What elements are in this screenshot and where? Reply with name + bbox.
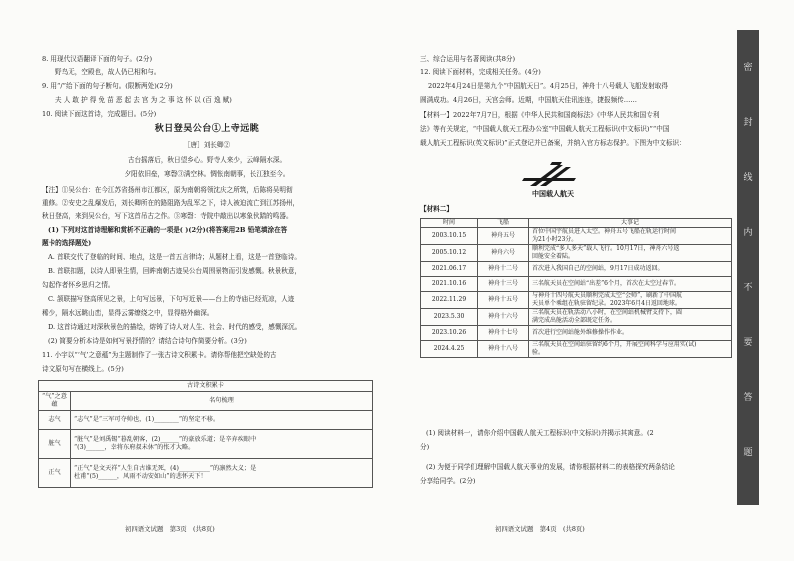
q12-1: (1) 阅读材料一，请你介绍中国载人航天工程标识(中文标识)并揭示其寓意。(2 — [426, 429, 654, 437]
row-event: 三名航天员在空间站“出差”6个月，首次在太空过春节。 — [529, 277, 732, 292]
q10-1b: 题卡的选择题处) — [42, 239, 92, 247]
left-page — [0, 0, 395, 561]
card-row-text: 杜甫“(5)______，风雨不动安如山”的悲怀天下！ — [74, 473, 207, 480]
card-head-col2: 名句梳理 — [71, 392, 373, 411]
row-event: 满完成出舱活动全部既定任务。 — [532, 317, 617, 324]
option-d: D. 这首诗通过对深秋景色的描绘，熔铸了诗人对人生、社会、时代的感受，感慨深沉。 — [48, 323, 302, 331]
right-page — [400, 0, 730, 561]
page-footer: 初四语文试题 第4页 (共8页) — [495, 525, 585, 533]
card-row-text: “正气”是文天祥“人生自古谁无死，(4)__________”的凛然大义；是 — [74, 465, 257, 472]
q11-text-cont: 诗文原句写在横线上。(5分) — [42, 365, 124, 373]
q10-2: (2) 简要分析本诗是如何写景抒情的？请结合诗句作简要分析。(3分) — [48, 337, 247, 345]
card-row — [39, 430, 373, 459]
table-row — [421, 309, 732, 326]
row-date: 2023.10.26 — [421, 326, 478, 341]
timeline-table — [420, 218, 732, 358]
note-line: 重修。②安史之乱爆发后，刘长卿所在的路阻路为乱军之下，诗人被迫流亡到江苏扬州， — [42, 199, 300, 207]
seal-char: 内 — [743, 228, 753, 238]
seal-char: 不 — [743, 283, 753, 293]
th-ship: 飞船 — [478, 219, 529, 228]
row-date: 2022.11.29 — [421, 292, 478, 309]
poem-line-2: 夕阳依旧垒，寒磬③满空林。惆怅南朝事，长江独至今。 — [124, 170, 290, 178]
seal-char: 密 — [743, 63, 753, 73]
card-head-col1: “气”之意蕴 — [39, 392, 71, 411]
logo-stroke — [550, 162, 562, 165]
option-b-cont: 勾起作者怀乡思归之情。 — [42, 281, 115, 289]
q12-text: 12. 阅读下面材料，完成相关任务。(4分) — [420, 68, 541, 76]
q8-text: 8. 用现代汉语翻译下面的句子。(2分) — [42, 55, 153, 63]
q12-2-cont: 分享给同学。(2分) — [420, 477, 476, 485]
th-events: 大事记 — [529, 219, 732, 228]
q12-2: (2) 为便于同学们理解中国载人航天事业的发展，请你根据材料二的表格探究两条结论 — [426, 463, 675, 471]
card-row — [39, 459, 373, 488]
card-row-text: “志气”是“三军可夺帅也，(1)________”的坚定不移。 — [71, 411, 373, 430]
option-a: A. 首联交代了登临的时间、地点，这是一首五言律诗；从题材上看，这是一首登临诗。 — [48, 253, 301, 261]
row-ship: 神舟六号 — [478, 245, 529, 262]
q12-1-cont: 分) — [420, 443, 430, 451]
card-row-label: 脏气 — [39, 430, 71, 459]
card-caption: 古诗文积累卡 — [39, 381, 373, 392]
row-date: 2024.4.25 — [421, 341, 478, 358]
q9-text: 9. 用“/”给下面的句子断句。(限断两处)(2分) — [42, 82, 173, 90]
card-row-label: 正气 — [39, 459, 71, 488]
seal-char: 题 — [743, 448, 753, 458]
card-row — [39, 411, 373, 430]
option-c: C. 颔联描写登高所见之景，上句写远景，下句写近景——台上的寺庙已经荒凉，人迹 — [48, 295, 295, 303]
row-date: 2021.06.17 — [421, 262, 478, 277]
option-b: B. 首联扣题，以诗人即景生情，回眸南朝古迹吴公台周围景物而引发感慨。秋景秋意， — [48, 267, 302, 275]
poem-author: ［唐］刘长卿② — [183, 141, 231, 149]
card-row-label: 志气 — [39, 411, 71, 430]
table-row — [421, 245, 732, 262]
row-event: 为21小时23分。 — [532, 236, 578, 243]
note-line: 【注】①吴公台：在今江苏省扬州市江都区，原为南朝将领沈庆之所筑，后陈将吴明彻 — [42, 186, 293, 194]
row-ship: 神舟十二号 — [478, 262, 529, 277]
note-line: 秋日登高，来到吴公台，写下这首吊古之作。③寒磬：寺院中敲出以寒象伙踏的鸣器。 — [42, 212, 293, 220]
option-c-cont: 稀少，隔水远眺山峦，显得云雾缭绕之中，显得格外幽深。 — [42, 309, 214, 317]
q10-text: 10. 阅读下面这首诗，完成题目。(5分) — [42, 110, 157, 118]
q10-1: (1) 下列对这首诗理解和赏析不正确的一项是( )(2分)(将答案用2B 铅笔填涂在答 — [48, 226, 288, 234]
table-row — [421, 326, 732, 341]
seal-char: 封 — [743, 118, 753, 128]
q9-sentence: 夫 人 敢 护 得 免 苗 恶 起 去 宫 为 之 事 这 怀 以 (百 逸 赋) — [55, 96, 232, 104]
poetry-card — [38, 380, 373, 488]
logo-stroke — [522, 178, 576, 181]
row-event: 首次进入我国自己的空间站，9月17日成功返回。 — [529, 262, 732, 277]
card-row-text: “脏气”是刘禹锡“暮乱朝客，(2)______”的豪放乐道；是辛弃疾眼中 — [74, 436, 257, 443]
seal-char: 要 — [743, 338, 753, 348]
row-ship: 神舟十六号 — [478, 309, 529, 326]
poem-line-1: 古台摇落后，秋日望乡心。野寺人来少，云峰隔水深。 — [127, 156, 287, 164]
row-date: 2023.5.30 — [421, 309, 478, 326]
row-event: 三名航天员在轨活动八小时，在空间站机械臂支持下，圆 — [532, 309, 683, 316]
row-ship: 神舟十三号 — [478, 277, 529, 292]
intro-line: 2022年4月24日是第九个“中国航天日”。4月25日，神舟十八号载人飞船发射取得 — [428, 82, 668, 90]
seal-char: 答 — [743, 393, 753, 403]
row-date: 2005.10.12 — [421, 245, 478, 262]
table-row — [421, 341, 732, 358]
row-date: 2021.10.16 — [421, 277, 478, 292]
section-title: 三、综合运用与名著阅读(共8分) — [420, 55, 516, 63]
material1-line: 法》等有关规定，“中国载人航天工程办公室”中国载人航天工程标识(中文标识)”“中国 — [420, 125, 670, 133]
row-ship: 神舟十七号 — [478, 326, 529, 341]
row-ship: 神舟十八号 — [478, 341, 529, 358]
seal-line-bar — [737, 30, 759, 505]
row-ship: 神舟五号 — [478, 228, 529, 245]
table-row — [421, 228, 732, 245]
row-event: 首位中国宇航员进入太空。神舟五号飞船在轨运行时间 — [532, 228, 677, 235]
row-event: 首次进行空间站舱外维修操作作业。 — [529, 326, 732, 341]
row-event: 验。 — [532, 349, 545, 356]
space-logo-icon — [518, 159, 588, 199]
table-row — [421, 262, 732, 277]
q8-sentence: 野鸟无，空殿也，故人仍已相和与。 — [55, 68, 161, 76]
table-row — [421, 292, 732, 309]
row-ship: 神舟十五号 — [478, 292, 529, 309]
table-row — [421, 277, 732, 292]
row-event: 天员单个乘组在轨驻留纪录。2023年6月4日返回地球。 — [532, 300, 681, 307]
seal-char: 线 — [743, 173, 753, 183]
material1-line: 【材料一】2022年7月7日，根据《中华人民共和国商标法》《中华人民共和国专利 — [420, 111, 660, 119]
material2-label: 【材料二】 — [420, 205, 453, 213]
material1-line: 载人航天工程标识(英文标识)”正式登记并已备案，并纳入官方标志保护。下图为中文标识： — [420, 139, 686, 147]
page-footer: 初四语文试题 第3页 (共8页) — [125, 525, 215, 533]
logo-text: 中国载人航天 — [532, 190, 574, 198]
th-date: 时间 — [421, 219, 478, 228]
intro-line: 圆满成功。4月26日，天宫会师。近期，中国航天佳讯连连，捷报频传…… — [420, 96, 637, 104]
row-event: 与神舟十四号航天员顺利完成太空“会师”，刷新了中国航 — [532, 292, 683, 299]
row-event: 回舱安全着陆。 — [532, 253, 575, 260]
poem-title: 秋日登吴公台①上寺远眺 — [154, 124, 260, 134]
row-date: 2003.10.15 — [421, 228, 478, 245]
row-event: 三名航天员在空间站驻留约6个月，开展空间科学与应用实(试) — [532, 341, 697, 348]
row-event: 顺利完成“多人多天”载人飞行。10月17日，神舟六号返 — [532, 245, 680, 252]
q11-text: 11. 小宇以“‘气’之意蕴”为主题制作了一张古诗文积累卡。请你帮他把空缺处的古 — [42, 351, 277, 359]
card-row-text: “(3)______，幸将东府叔未休”的怅才大略。 — [74, 444, 195, 451]
